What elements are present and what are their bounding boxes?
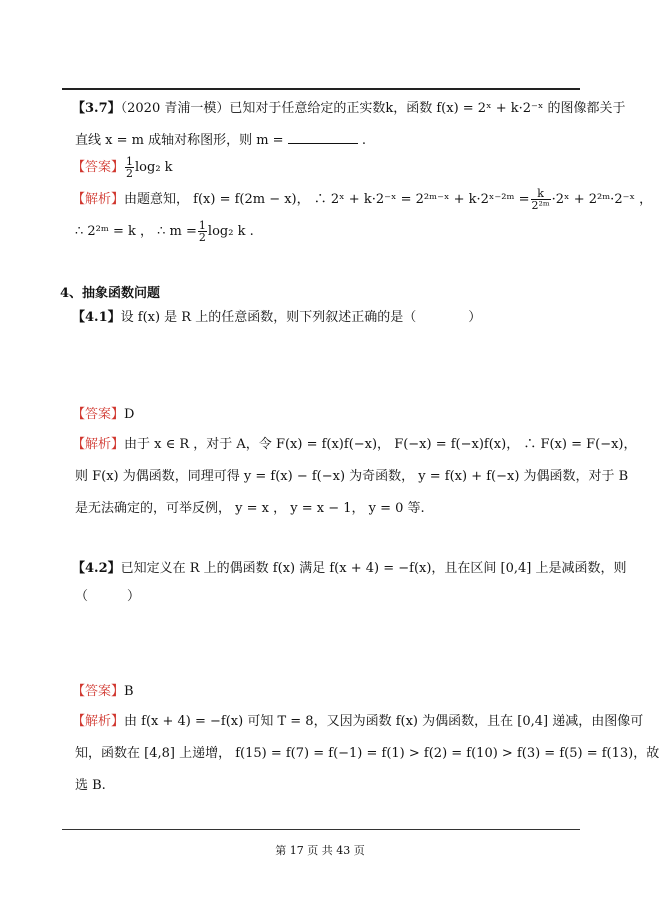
q37-answer: 【答案】 $\frac{1}{2}$ log₂ k [72, 155, 173, 180]
q37-line1 [72, 100, 626, 118]
answer-blank [288, 131, 358, 144]
answer-tag: 【答案】 [72, 160, 125, 175]
q42-label: 【4.2】 [72, 561, 121, 576]
q42-stem: 【4.2】已知定义在 R 上的偶函数 f(x) 满足 f(x + 4) = −f(x)，且在区间 [0,4] 上是减函数，则 [72, 561, 627, 576]
q37-line2: 直线 x = m 成轴对称图形，则 m = . [75, 133, 366, 148]
q42-analysis-3: 选 B. [75, 778, 106, 793]
q37-stem: （2020 青浦一模）已知对于任意给定的正实数k，函数 f(x) = 2ˣ + k·2⁻ˣ 的图像都关于 [120, 101, 626, 116]
header-rule [62, 88, 580, 90]
footer-rule [62, 829, 580, 830]
q41-analysis-3: 是无法确定的，可举反例， y = x ， y = x − 1， y = 0 等. [75, 501, 425, 516]
q37-label: 【3.7】 [72, 101, 121, 116]
page-number: 第 17 页 共 43 页 [275, 844, 365, 857]
analysis-tag: 【解析】 [72, 192, 125, 207]
q42-analysis-2: 知，函数在 [4,8] 上递增， f(15) = f(7) = f(−1) = f(1) > f(2) = f(10) > f(3) = f(5) = f(13)，故 [75, 746, 659, 761]
q41-answer: 【答案】D [72, 407, 135, 422]
q37-analysis-2: ∴ 2²ᵐ = k ， ∴ m = $\frac{1}{2}$ log₂ k . [75, 219, 254, 244]
q41-analysis-2: 则 F(x) 为偶函数，同理可得 y = f(x) − f(−x) 为奇函数， y = f(x) + f(−x) 为偶函数，对于 B [75, 469, 629, 484]
q41-stem: 【4.1】设 f(x) 是 R 上的任意函数，则下列叙述正确的是（ ） [72, 310, 482, 325]
q42-stem-2: （ ） [75, 589, 141, 604]
section-title: 4、抽象函数问题 [60, 286, 161, 301]
q42-analysis-1: 【解析】由 f(x + 4) = −f(x) 可知 T = 8，又因为函数 f(x) 为偶函数，且在 [0,4] 递减，由图像可 [72, 714, 644, 729]
q41-analysis-1: 【解析】由于 x ∈ R ，对于 A，令 F(x) = f(x)f(−x)， F(−x) = f(−x)f(x)， ∴ F(x) = F(−x)， [72, 437, 637, 452]
q41-label: 【4.1】 [72, 310, 121, 325]
q42-answer: 【答案】B [72, 684, 134, 699]
q37-analysis-1: 【解析】由题意知， f(x) = f(2m − x)， ∴ 2ˣ + k·2⁻ˣ = 2²ᵐ⁻ˣ + k·2ˣ⁻²ᵐ = $\frac{k}{\text{2²ᵐ}}$ ·2ˣ + 2²ᵐ·2⁻ˣ ， [72, 187, 653, 212]
